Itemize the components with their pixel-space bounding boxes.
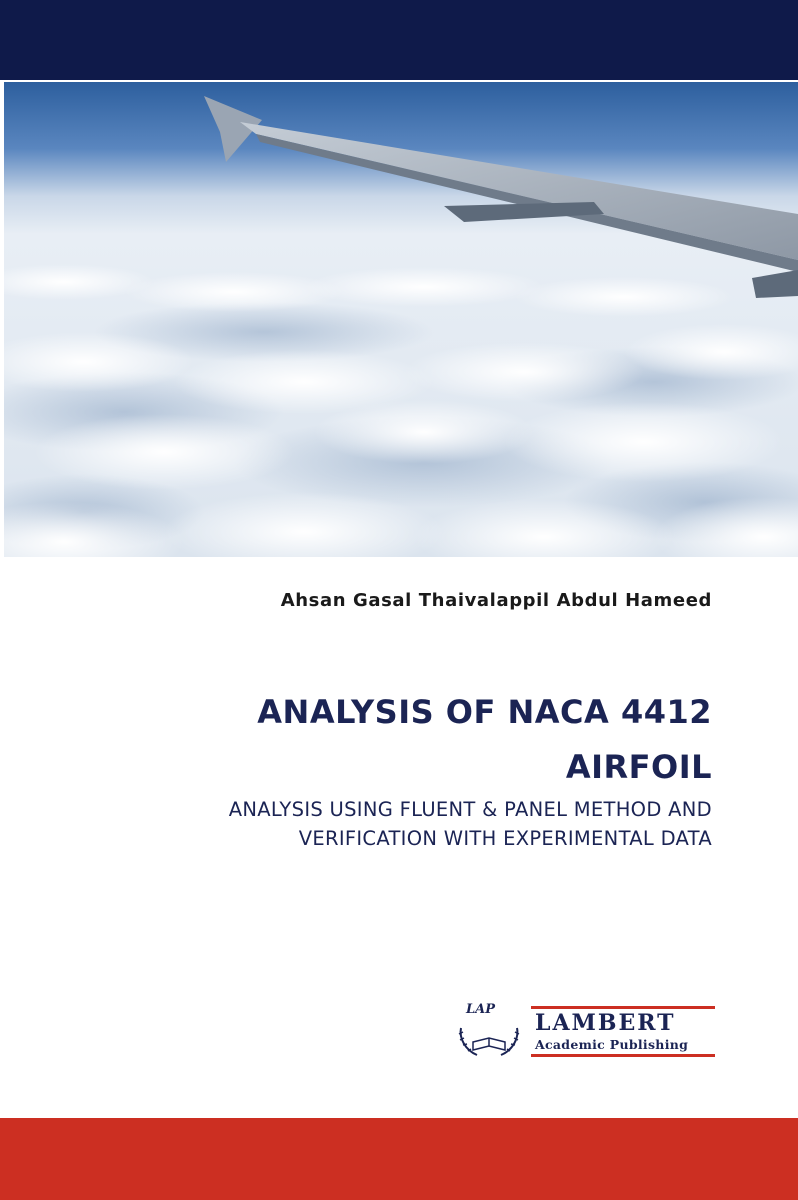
top-color-band (0, 0, 798, 80)
book-title-line-2: AIRFOIL (565, 748, 712, 786)
publisher-tagline: Academic Publishing (535, 1037, 689, 1052)
book-title (0, 685, 712, 795)
book-subtitle (0, 795, 712, 853)
author-name: Ahsan Gasal Thaivalappil Abdul Hameed (280, 590, 712, 611)
bottom-color-band (0, 1118, 798, 1200)
cover-photo-airplane-wing-over-clouds (4, 82, 798, 557)
publisher-logo-mark: LAP (466, 1002, 496, 1017)
book-title-line-1: ANALYSIS OF NACA 4412 (257, 693, 712, 731)
publisher-logo (455, 998, 717, 1062)
book-subtitle-line-2: VERIFICATION WITH EXPERIMENTAL DATA (298, 827, 712, 850)
book-subtitle-line-1: ANALYSIS USING FLUENT & PANEL METHOD AND (228, 798, 712, 821)
publisher-name: LAMBERT (535, 1010, 676, 1036)
